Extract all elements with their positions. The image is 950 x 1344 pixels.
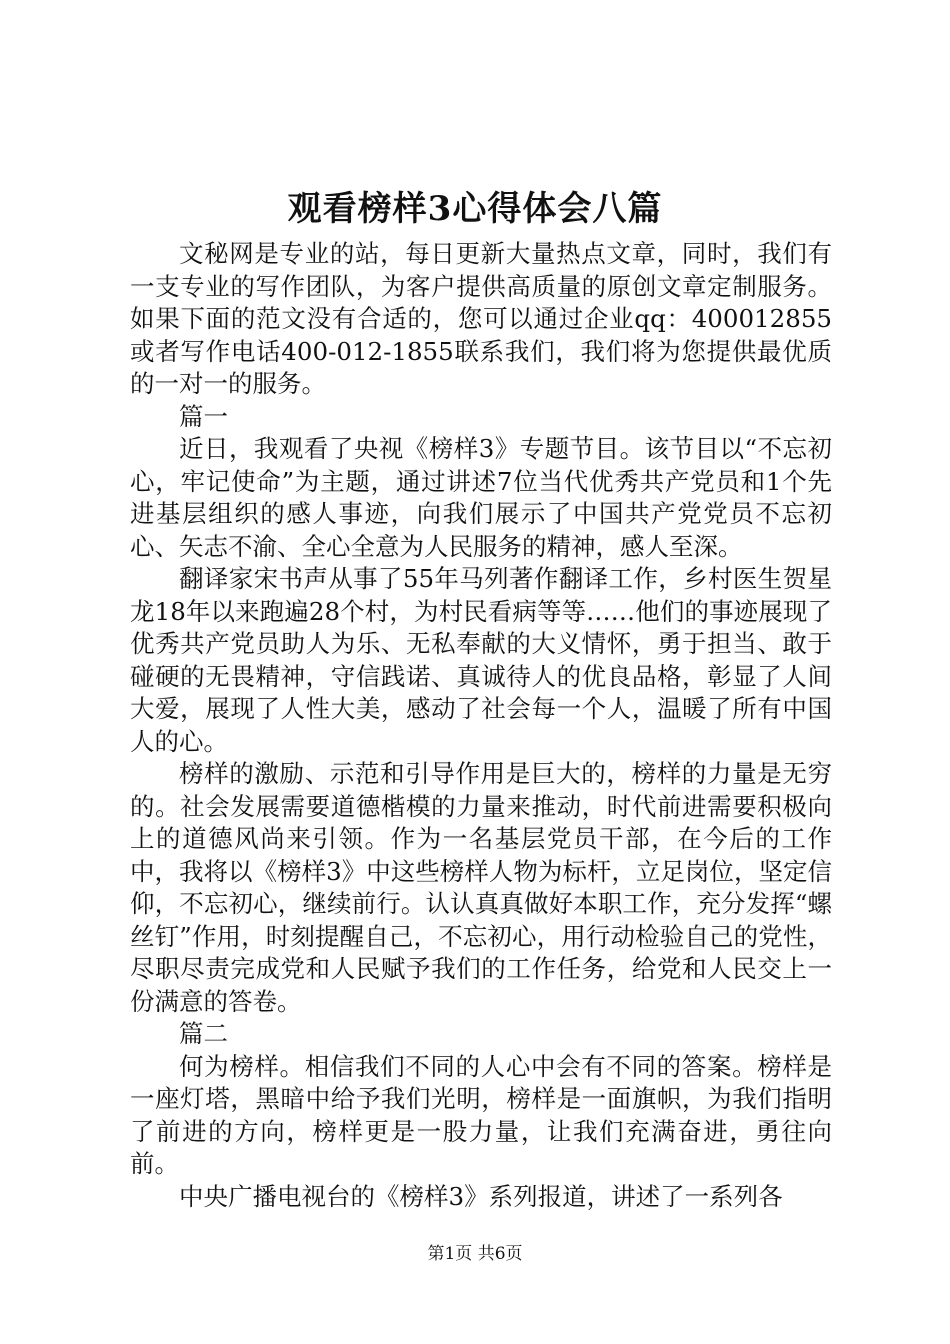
section-heading: 篇二 [179, 1019, 228, 1048]
section-heading: 篇一 [179, 401, 228, 431]
body-paragraph: 近日，我观看了央视《榜样3》专题节目。该节目以“不忘初心，牢记使命”为主题，通过讲述7位当代优秀共产党员和1个先进基层组织的感人事迹，向我们展示了中国共产党党员不忘初心、矢志不渝、全心全意为人民服务的精神，感人至深。 [130, 434, 832, 561]
body-paragraph: 中央广播电视台的《榜样3》系列报道，讲述了一系列各 [179, 1181, 783, 1211]
document-title: 观看榜样3心得体会八篇 [287, 189, 663, 229]
page-footer: 第1页 共6页 [427, 1244, 523, 1264]
body-paragraph: 文秘网是专业的站，每日更新大量热点文章，同时，我们有一支专业的写作团队，为客户提供高质量的原创文章定制服务。如果下面的范文没有合适的，您可以通过企业qq：400012855或者写作电话400-012-1855联系我们，我们将为您提供最优质的一对一的服务。 [130, 239, 832, 398]
body-paragraph: 榜样的激励、示范和引导作用是巨大的，榜样的力量是无穷的。社会发展需要道德楷模的力量来推动，时代前进需要积极向上的道德风尚来引领。作为一名基层党员干部，在今后的工作中，我将以《榜样3》中这些榜样人物为标杆，立足岗位，坚定信仰，不忘初心，继续前行。认认真真做好本职工作，充分发挥“螺丝钉”作用，时刻提醒自己，不忘初心，用行动检验自己的党性，尽职尽责完成党和人民赋予我们的工作任务，给党和人民交上一份满意的答卷。 [130, 759, 832, 1016]
body-paragraph: 翻译家宋书声从事了55年马列著作翻译工作，乡村医生贺星龙18年以来跑遍28个村，为村民看病等等……他们的事迹展现了优秀共产党员助人为乐、无私奉献的大义情怀，勇于担当、敢于碰硬的无畏精神，守信践诺、真诚待人的优良品格，彰显了人间大爱，展现了人性大美，感动了社会每一个人，温暖了所有中国人的心。 [130, 564, 832, 756]
document-body [130, 238, 832, 1213]
body-paragraph: 何为榜样。相信我们不同的人心中会有不同的答案。榜样是一座灯塔，黑暗中给予我们光明，榜样是一面旗帜，为我们指明了前进的方向，榜样更是一股力量，让我们充满奋进，勇往向前。 [130, 1051, 832, 1178]
